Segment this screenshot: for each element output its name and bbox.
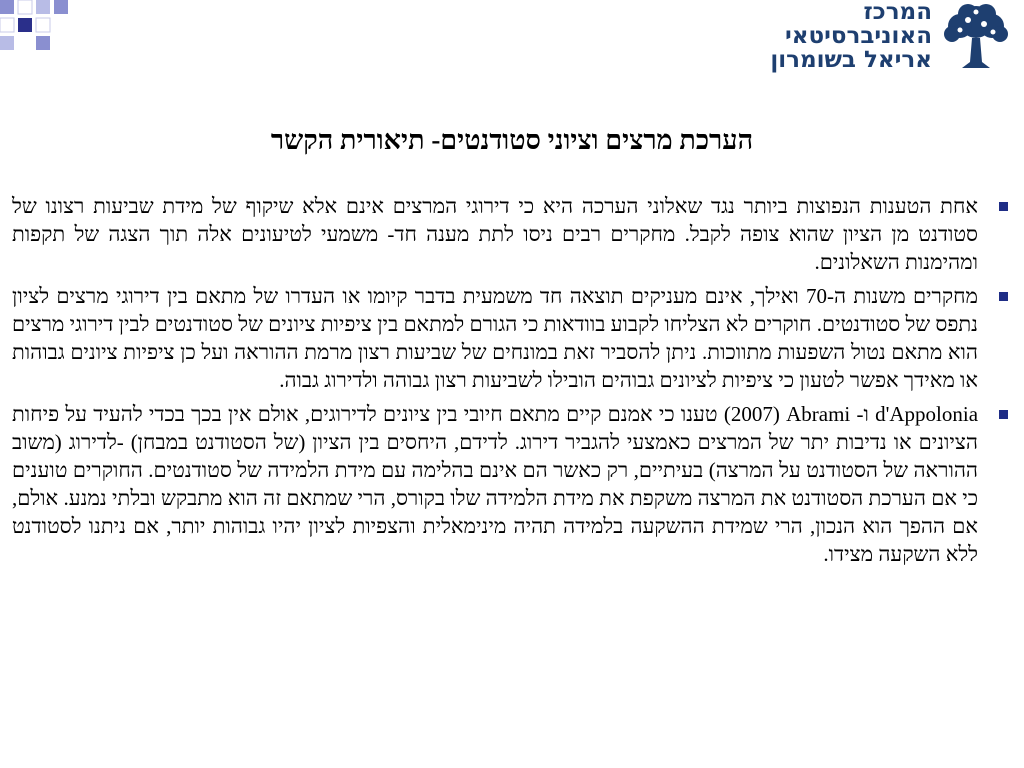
bullet-square-icon [999, 292, 1008, 301]
bullet-list [12, 192, 1012, 574]
bullet-item [12, 400, 1012, 568]
bullet-text: טענו כי אמנם קיים מתאם חיובי בין ציונים לדירוגים, אולם אין בכך בכדי להעיד על פיחות הציונים או נדיבות יתר של המרצים כאמצעי להגביר דירוג. לדידם, היחסים בין הציון (של הסטודנט במבחן) -לדירוג (משוב ההוראה של הסטודנט על המרצה) בעיתיים, רק כאשר הם אינם בהלימה עם מידת הלמידה של סטודנטים. החוקרים טוענים כי אם הערכת הסטודנט את המרצה משקפת את מידת הלמידה שלו בקורס, הרי שמתאם זה הוא מתבקש ובלתי נמנע. אולם, אם ההפך הוא הנכון, הרי שמידת ההשקעה בלמידה תהיה מינימאלית והצפיות לציון יהיו גבוהות יותר, אם ניתנו לסטודנט ללא השקעה מצידו. [12, 402, 978, 566]
bullet-square-icon [999, 202, 1008, 211]
bullet-item [12, 192, 1012, 276]
citation-author-2: Abrami [786, 402, 851, 426]
logo-line-1: המרכז [863, 0, 932, 25]
bullet-square-icon [999, 410, 1008, 419]
bullet-text: מחקרים משנות ה-70 ואילך, אינם מעניקים תוצאה חד משמעית בדבר קיומו או העדרו של מתאם בין דירוגי מרצים לציון נתפס של סטודנטים. חוקרים לא הצליחו לקבוע בוודאות כי הגורם למתאם בין ציפיות ציונים של סטודנטים לבין דירוגי מרצים הוא מתאם נטול השפעות מתווכות. ניתן להסביר זאת במונחים של שביעות רצון מרמת ההוראה ועל כן ציפיות ציונים גבוהות או מאידך אפשר לטעון כי ציפיות לציונים גבוהים הובילו לשביעות רצון גבוהה ולדירוג גבוה. [12, 284, 978, 392]
tree-icon [938, 2, 1014, 70]
university-logo [684, 0, 1014, 72]
logo-line-3: אריאל בשומרון [770, 47, 932, 73]
slide-title: הערכת מרצים וציוני סטודנטים- תיאורית הקשר [270, 125, 754, 155]
logo-text [682, 0, 932, 72]
citation-connector: ו- [856, 402, 869, 426]
citation-year: (2007) [723, 402, 780, 426]
decorative-squares [0, 0, 80, 60]
citation-author-1: d'Appolonia [875, 402, 979, 426]
bullet-text: אחת הטענות הנפוצות ביותר נגד שאלוני הערכה היא כי דירוגי המרצים אינם אלא שיקוף של מידת שביעות רצונו של סטודנט מן הציון שהוא צופה לקבל. מחקרים רבים ניסו לתת מענה חד- משמעי לטיעונים אלה תוך הצגה של תקפות ומהימנות השאלונים. [12, 194, 978, 274]
bullet-item [12, 282, 1012, 394]
logo-line-2: האוניברסיטאי [784, 23, 932, 49]
